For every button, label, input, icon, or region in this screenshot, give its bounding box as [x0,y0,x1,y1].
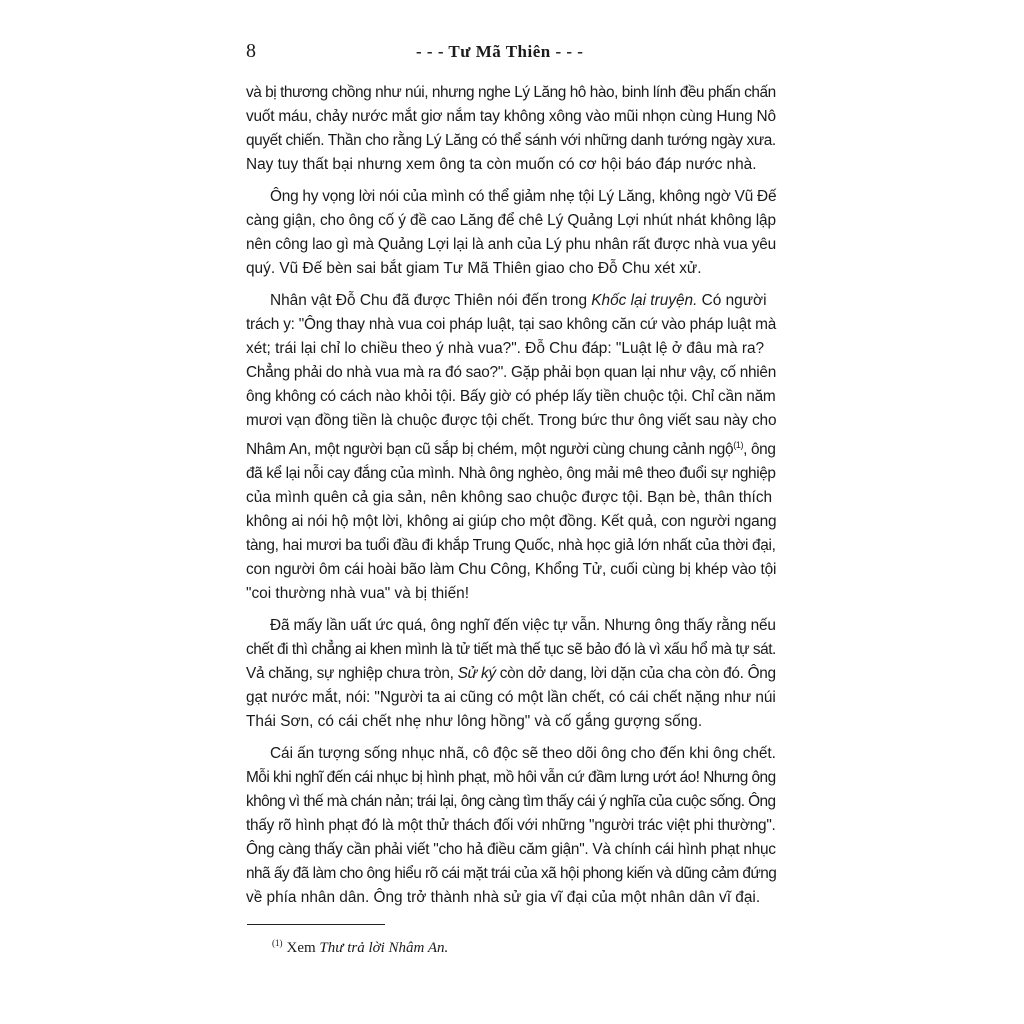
book-title: Khốc lại truyện. [591,292,698,309]
footnote-reference: (1) [733,440,744,450]
text-line: Chẳng phải do nhà vua mà ra đó sao?". Gặp phải bọn quan lại như vậy, cố nhiên [246,364,776,381]
text-line: con người ôm cái hoài bão làm Chu Công, Khổng Tử, cuối cùng bị khép vào tội [246,561,777,579]
book-title: Sử ký [457,665,496,683]
footnote-prefix: Xem [286,940,320,956]
text-line: vuốt máu, chảy nước mắt giơ nắm tay không xông vào mũi nhọn cùng Hung Nô [246,108,776,125]
paragraph-3 [246,289,776,606]
text-line: gạt nước mắt, nói: "Người ta ai cũng có một lần chết, có cái chết nặng như núi [246,689,776,707]
text-line: Đã mấy lần uất ức quá, ông nghĩ đến việc tự vẫn. Nhưng ông thấy rằng nếu [270,617,776,635]
text-run: Nhân vật Đỗ Chu đã được Thiên nói đến trong [270,292,592,309]
text-line: Ông hy vọng lời nói của mình có thể giảm nhẹ tội Lý Lăng, không ngờ Vũ Đế [270,188,777,205]
text-line [246,289,776,313]
text-line: về phía nhân dân. Ông trở thành nhà sử gia vĩ đại của một nhân dân vĩ đại. [246,889,761,907]
text-run: Có người [697,292,767,309]
page-header [246,40,776,70]
text-line: và bị thương chồng như núi, nhưng nghe Lý Lăng hô hào, binh lính đều phấn chấn [246,84,776,101]
text-line: trách y: "Ông thay nhà vua coi pháp luật, tại sao không căn cứ vào pháp luật mà [246,316,777,333]
text-line: không vì thế mà chán nản; trái lại, ông càng tìm thấy cái ý nghĩa của cuộc sống. Ông [246,793,776,811]
footnote-title: Thư trả lời Nhâm An. [319,940,449,956]
text-line [246,433,776,462]
text-line: đã kể lại nỗi cay đắng của mình. Nhà ông nghèo, ông mải mê theo đuổi sự nghiệp [246,465,776,483]
text-run: Vả chăng, sự nghiệp chưa tròn, [246,665,458,683]
text-run: còn dở dang, lời dặn của cha còn đó. Ông [495,665,776,683]
text-line: thấy rõ hình phạt đó là một thử thách đối với những "người trác việt phi thường". [246,817,776,835]
text-run: Nhâm An, một người bạn cũ sắp bị chém, một người cùng chung cảnh ngộ [246,441,734,459]
text-run: , ông [743,441,776,459]
text-line: không ai nói hộ một lời, không ai giúp cho một đồng. Kết quả, con người ngang [246,513,777,531]
text-line: tàng, hai mươi ba tuổi đầu đi khắp Trung Quốc, nhà học giả lớn nhất của thời đại, [246,537,776,555]
paragraph-4 [246,614,776,734]
text-line: càng giận, cho ông cố ý đề cao Lăng để chê Lý Quảng Lợi nhút nhát không lập [246,212,776,229]
text-line: nên công lao gì mà Quảng Lợi lại là anh của Lý phu nhân rất được nhà vua yêu [246,236,777,253]
text-line: "coi thường nhà vua" và bị thiến! [246,585,469,603]
text-line: mươi vạn đồng tiền là chuộc được tội chết. Trong bức thư ông viết sau này cho [246,412,777,429]
paragraph-2 [246,185,776,281]
text-line: Mỗi khi nghĩ đến cái nhục bị hình phạt, mồ hôi vẫn cứ đầm lưng ướt áo! Nhưng ông [246,769,776,787]
text-line: Ông càng thấy cần phải viết "cho hả điều căm giận". Và chính cái hình phạt nhục [246,841,776,859]
text-line: quyết chiến. Thần cho rằng Lý Lăng có thể sánh với những danh tướng ngày xưa. [246,132,776,149]
text-line: Cái ấn tượng sống nhục nhã, cô độc sẽ theo dõi ông cho đến khi ông chết. [270,745,776,763]
paragraph-1 [246,81,776,177]
page-number: 8 [246,40,256,62]
text-line: Nay tuy thất bại nhưng xem ông ta còn muốn có cơ hội báo đáp nước nhà. [246,156,757,173]
text-line [246,662,776,686]
footnote-mark: (1) [272,938,283,948]
footnote [272,938,448,957]
text-line: xét; trái lại chỉ lo chiều theo ý nhà vua?". Đỗ Chu đáp: "Luật lệ ở đâu mà ra? [246,340,765,357]
body-text [246,81,776,918]
footnote-divider [247,924,385,925]
paragraph-5 [246,742,776,910]
text-line: ông không có cách nào khỏi tội. Bấy giờ có phép lấy tiền chuộc tội. Chỉ cần năm [246,388,776,405]
running-title: - - - Tư Mã Thiên - - - [416,42,584,61]
text-line: của mình quên cả gia sản, nên không sao chuộc được tội. Bạn bè, thân thích [246,489,773,507]
text-line: quý. Vũ Đế bèn sai bắt giam Tư Mã Thiên giao cho Đỗ Chu xét xử. [246,260,702,277]
text-line: nhã ấy đã làm cho ông hiểu rõ cái mặt trái của xã hội phong kiến và dũng cảm đứng [246,865,777,883]
text-line: chết đi thì chẳng ai khen mình là tử tiết mà thế tục sẽ bảo đó là vì xấu hổ mà tự sát. [246,641,776,659]
text-line: Thái Sơn, có cái chết nhẹ như lông hồng" và cố gắng gượng sống. [246,713,703,731]
